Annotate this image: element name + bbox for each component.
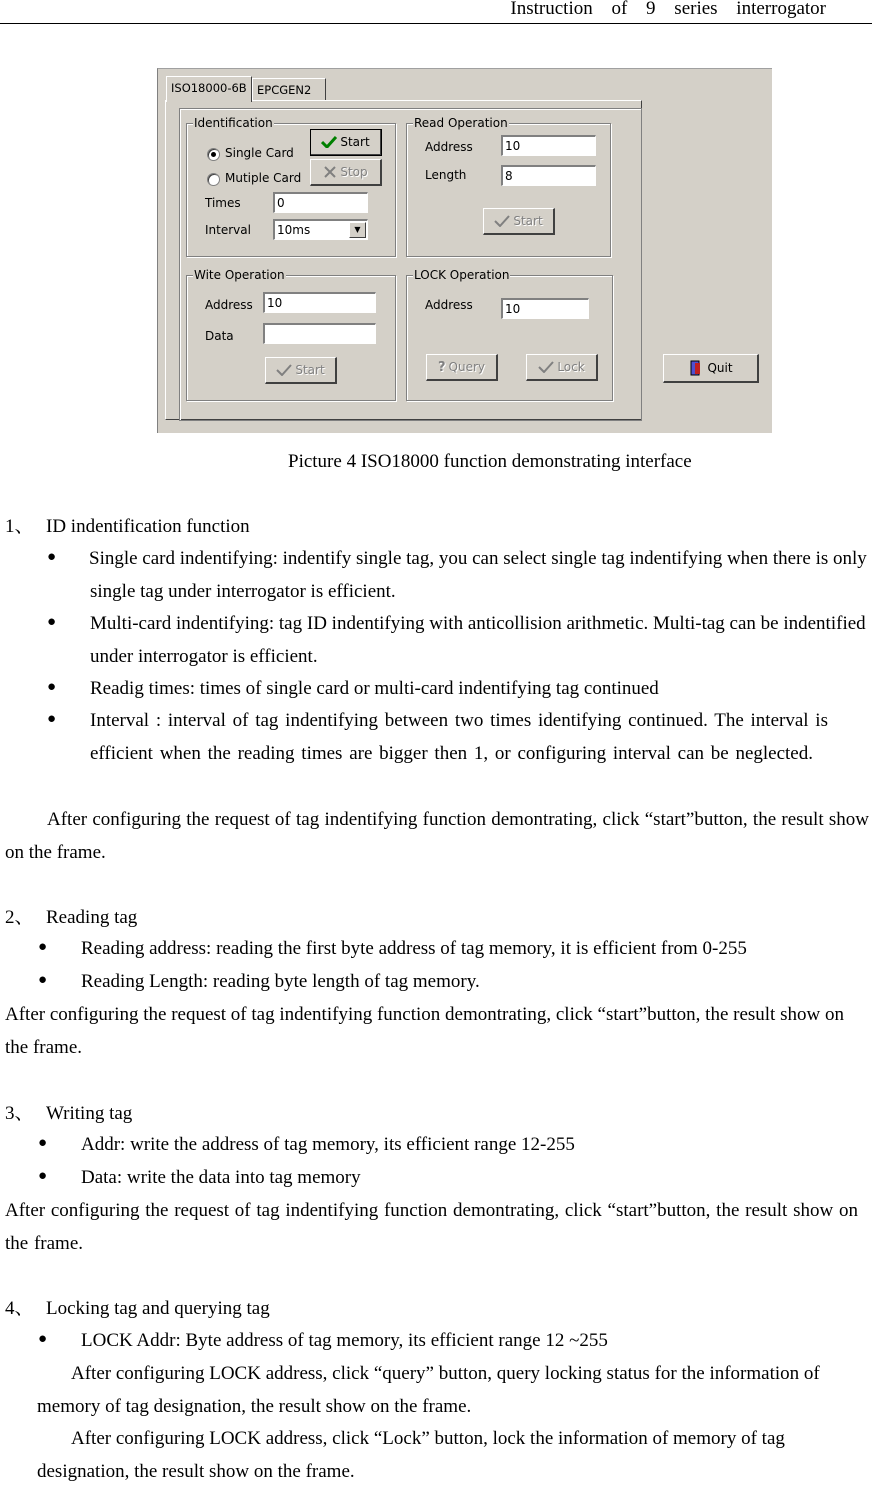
- query-button[interactable]: [426, 354, 498, 381]
- section-1-bullet-2: Multi-card indentifying: tag ID indentifying with anticollision arithmetic. Multi-tag can be indentified under interrogator is efficient.: [90, 613, 866, 667]
- tab-page-frame: [179, 108, 642, 421]
- bullet-icon: ●: [38, 1168, 48, 1184]
- check-icon: [538, 361, 554, 373]
- section-3-bullet-1: Addr: write the address of tag memory, its efficient range 12-255: [81, 1134, 575, 1155]
- interval-select[interactable]: [273, 219, 368, 240]
- lock-operation-title: LOCK Operation: [414, 268, 510, 282]
- section-4-heading: [5, 1293, 270, 1320]
- figure-caption: Picture 4 ISO18000 function demonstrating interface: [288, 451, 692, 472]
- lock-address-input[interactable]: 10: [501, 298, 589, 319]
- multiple-card-label: Mutiple Card: [225, 171, 302, 185]
- iso18000-interface-screenshot: [157, 68, 772, 433]
- single-card-label: Single Card: [225, 146, 294, 160]
- header-title: Instruction of 9 series interrogator: [510, 0, 826, 19]
- question-icon: ?: [437, 359, 446, 375]
- section-4-para-2: After configuring LOCK address, click “Lock” button, lock the information of memory of tag designation, the result show on the frame.: [37, 1428, 785, 1482]
- section-4-para-1: After configuring LOCK address, click “query” button, query locking status for the information of memory of tag designation, the result show on the frame.: [37, 1363, 820, 1417]
- read-address-label: Address: [425, 140, 473, 154]
- read-length-input[interactable]: 8: [501, 165, 596, 186]
- write-operation-title: Wite Operation: [194, 268, 285, 282]
- quit-button[interactable]: [663, 354, 759, 383]
- tab-epcgen2[interactable]: EPCGEN2: [252, 78, 326, 100]
- write-operation-group: [186, 268, 396, 401]
- tab-iso18000-6b[interactable]: ISO18000-6B: [166, 76, 252, 102]
- query-label: Query: [448, 360, 485, 374]
- lock-operation-group: [406, 268, 613, 401]
- write-start-button[interactable]: [265, 357, 337, 384]
- section-2-number: 2、: [5, 907, 34, 928]
- section-1-bullet-1: Single card indentifying: indentify single tag, you can select single tag indentifying when there is only single tag under interrogator is efficient.: [89, 548, 867, 602]
- identify-start-label: Start: [340, 135, 370, 149]
- bullet-icon: ●: [38, 1135, 48, 1151]
- section-3-title: Writing tag: [46, 1103, 133, 1124]
- door-exit-icon: [688, 360, 704, 376]
- bullet-icon: ●: [38, 972, 48, 988]
- read-start-button[interactable]: [483, 208, 555, 235]
- single-card-radio[interactable]: [207, 148, 220, 161]
- lock-address-label: Address: [425, 298, 473, 312]
- tab-page: [165, 100, 642, 420]
- section-3-bullet-2: Data: write the data into tag memory: [81, 1167, 361, 1188]
- bullet-icon: ●: [38, 1331, 48, 1347]
- section-1-heading: [5, 511, 250, 538]
- section-4-number: 4、: [5, 1298, 34, 1319]
- lock-label: Lock: [557, 360, 585, 374]
- interval-value: 10ms: [277, 223, 311, 237]
- chevron-down-icon[interactable]: ▼: [349, 222, 366, 238]
- read-length-label: Length: [425, 168, 467, 182]
- times-label: Times: [205, 196, 241, 210]
- write-address-label: Address: [205, 298, 253, 312]
- bullet-icon: ●: [47, 549, 57, 565]
- identify-stop-label: Stop: [340, 165, 368, 179]
- section-2-bullet-2: Reading Length: reading byte length of tag memory.: [81, 971, 480, 992]
- identification-group: [186, 116, 396, 257]
- identify-start-button[interactable]: [310, 129, 382, 156]
- times-input[interactable]: 0: [273, 192, 368, 213]
- section-2-title: Reading tag: [46, 907, 138, 928]
- section-1-after: After configuring the request of tag indentifying function demontrating, click “start”button, the result show on the frame.: [5, 809, 869, 863]
- quit-label: Quit: [707, 361, 733, 375]
- read-start-label: Start: [513, 214, 543, 228]
- identify-stop-button[interactable]: [310, 159, 382, 186]
- section-2-bullet-1: Reading address: reading the first byte address of tag memory, it is efficient from 0-255: [81, 938, 747, 959]
- read-address-input[interactable]: 10: [501, 135, 596, 156]
- section-4-title: Locking tag and querying tag: [46, 1298, 270, 1319]
- check-icon: [276, 364, 292, 376]
- section-3-number: 3、: [5, 1103, 34, 1124]
- bullet-icon: ●: [47, 679, 57, 695]
- section-4-bullet-1: LOCK Addr: Byte address of tag memory, its efficient range 12 ~255: [81, 1330, 608, 1351]
- lock-button[interactable]: [526, 354, 598, 381]
- check-icon: [494, 215, 510, 227]
- bullet-icon: ●: [47, 711, 57, 727]
- read-operation-group: [406, 116, 611, 257]
- check-icon: [321, 136, 337, 148]
- section-2-heading: [5, 902, 137, 929]
- write-data-label: Data: [205, 329, 234, 343]
- read-operation-title: Read Operation: [414, 116, 508, 130]
- write-data-input[interactable]: [263, 323, 376, 344]
- section-1-bullet-3: Readig times: times of single card or multi-card indentifying tag continued: [90, 678, 659, 699]
- section-3-heading: [5, 1098, 132, 1125]
- section-2-after: After configuring the request of tag indentifying function demontrating, click “start”button, the result show on the frame.: [5, 1004, 844, 1058]
- section-3-after: After configuring the request of tag indentifying function demontrating, click “start”button, the result show on the frame.: [5, 1200, 858, 1254]
- interval-label: Interval: [205, 223, 251, 237]
- section-1-title: ID indentification function: [46, 516, 250, 537]
- stop-x-icon: [323, 166, 337, 178]
- bullet-icon: ●: [47, 614, 57, 630]
- section-1-number: 1、: [5, 516, 34, 537]
- page-header: [0, 0, 872, 24]
- multiple-card-radio[interactable]: [207, 173, 220, 186]
- write-address-input[interactable]: 10: [263, 292, 376, 313]
- write-start-label: Start: [295, 363, 325, 377]
- identification-title: Identification: [194, 116, 273, 130]
- section-1-bullet-4: Interval : interval of tag indentifying between two times identifying continued. The interval is efficient when the reading times are bigger then 1, or configuring interval can be neglected.: [90, 710, 828, 764]
- bullet-icon: ●: [38, 939, 48, 955]
